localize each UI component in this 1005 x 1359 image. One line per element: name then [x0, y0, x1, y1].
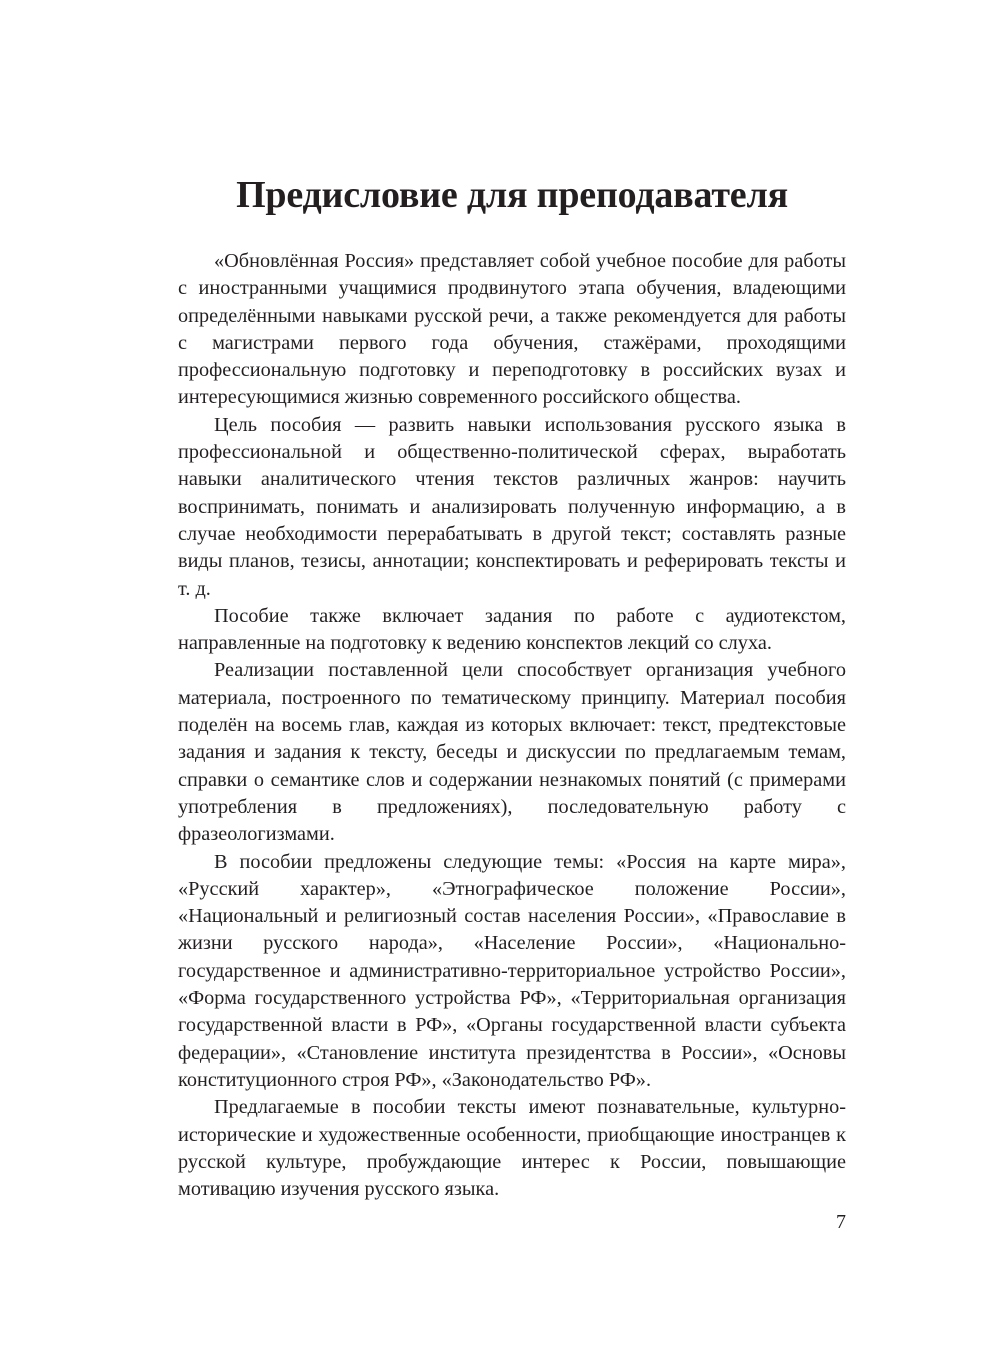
paragraph-topics: В пособии предложены следующие темы: «Россия на карте мира», «Русский характер», «Этнографическое положение России», «Национальный и религиозный состав населения России», «Православие в жизни русского народа», «Население России», «Национально-государственное и административно-территориальное устройство России», «Форма государственного устройства РФ», «Территориальная организация государственной власти в РФ», «Органы государственной власти субъекта федерации», «Становление института президентства в России», «Основы конституционного строя РФ», «Законодательство РФ». [178, 850, 846, 1091]
paragraph-texts: Предлагаемые в пособии тексты имеют познавательные, культурно-исторические и художественные особенности, приобщающие иностранцев к русской культуре, пробуждающие интерес к России, повышающие мотивацию изучения русского языка. [178, 1096, 846, 1201]
page-title: Предисловие для преподавателя [236, 174, 788, 216]
paragraph-goal: Цель пособия — развить навыки использования русского языка в профессиональной и общественно-политической сферах, выработать навыки аналитического чтения текстов различных жанров: научить воспринимать, понимать и анализировать полученную информацию, а в случае необходимости перерабатывать в другой текст; составлять разные виды планов, тезисы, аннотации; конспектировать и реферировать тексты и т. д. [178, 413, 846, 600]
page-number: 7 [836, 1211, 846, 1233]
paragraph-audio: Пособие также включает задания по работе с аудиотекстом, направленные на подготовку к ведению конспектов лекций со слуха. [178, 604, 846, 655]
paragraph-intro: «Обновлённая Россия» представляет собой учебное пособие для работы с иностранными учащимися продвинутого этапа обучения, владеющими определёнными навыками русской речи, а также рекомендуется для работы с магистрами первого года обучения, стажёрами, проходящими профессиональную подготовку и переподготовку в российских вузах и интересующимися жизнью современного российского общества. [178, 250, 846, 409]
preface-body [178, 248, 846, 1203]
paragraph-structure: Реализации поставленной цели способствует организация учебного материала, построенного по тематическому принципу. Материал пособия поделён на восемь глав, каждая из которых включает: текст, предтекстовые задания и задания к тексту, беседы и дискуссии по предлагаемым темам, справки о семантике слов и содержании незнакомых понятий (с примерами употребления в предложениях), последовательную работу с фразеологизмами. [178, 659, 846, 846]
document-page [178, 0, 846, 1359]
